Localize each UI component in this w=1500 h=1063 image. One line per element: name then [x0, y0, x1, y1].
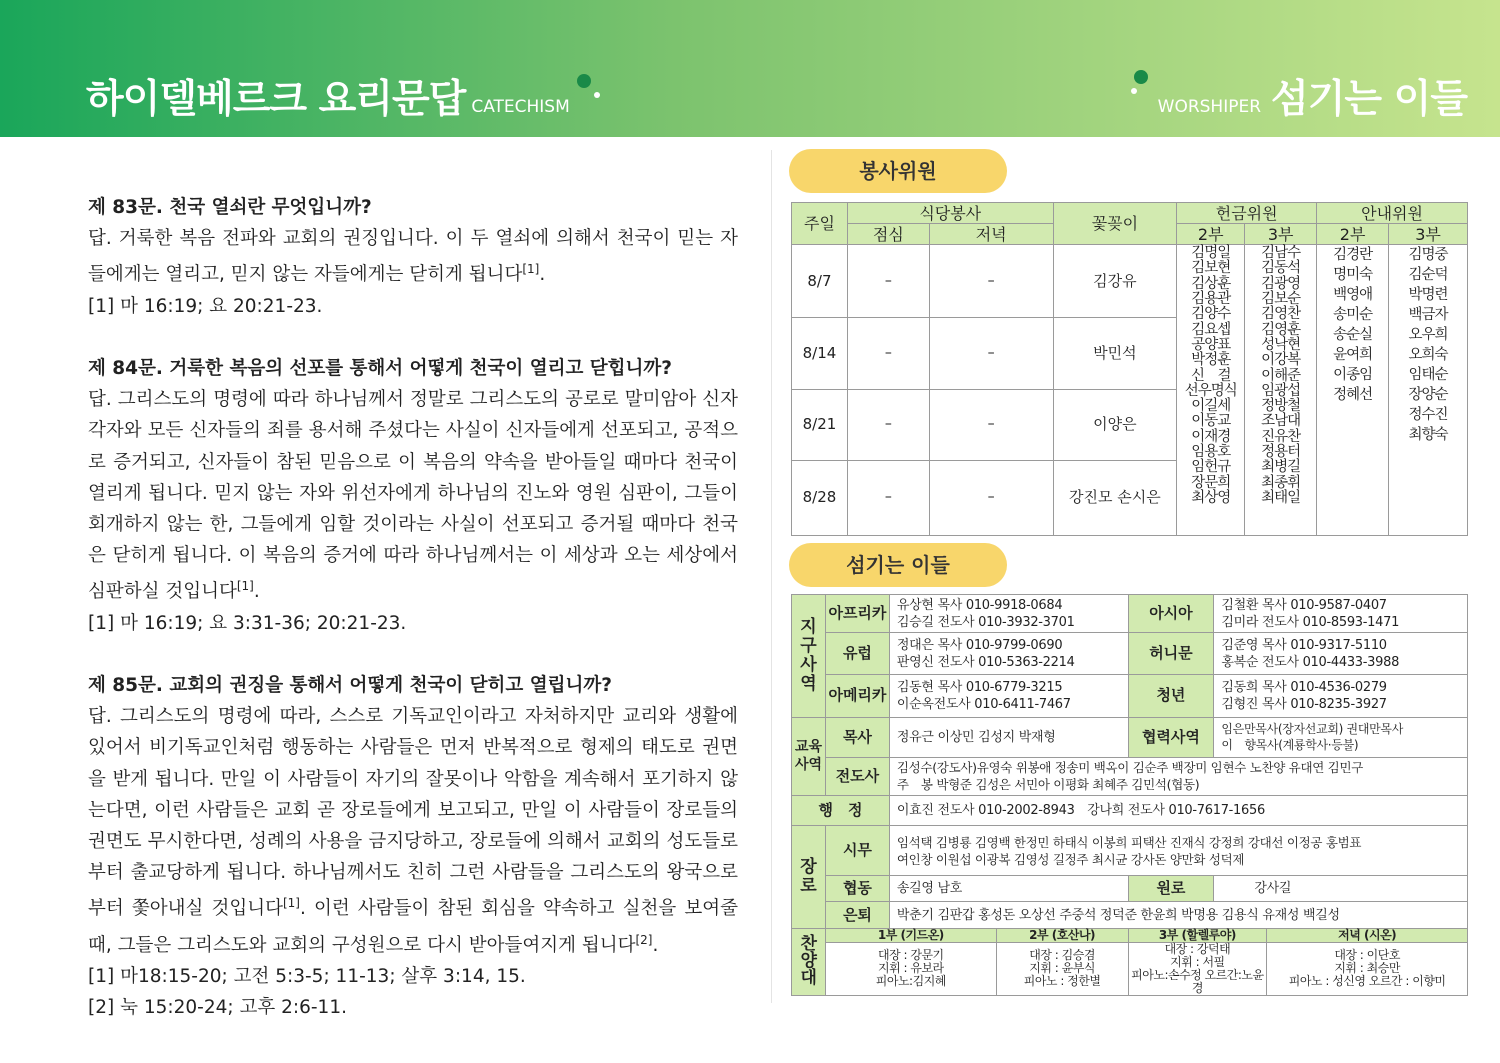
lunch-cell: –	[847, 245, 929, 318]
col-dinner-header: 저녁	[929, 224, 1053, 245]
himalaya-label: 허니문	[1128, 633, 1214, 675]
usher-3bu-names: 김명중 김순덕 박명련 백금자 오우희 오희숙 임태순 장양순 정수진 최향숙	[1389, 245, 1468, 536]
asia-label: 아시아	[1128, 595, 1214, 633]
choir-3-name: 3부 (할렐루야)	[1128, 928, 1267, 942]
dinner-cell: –	[929, 318, 1053, 389]
reference-84: [1] 마 16:19; 요 3:31-36; 20:21-23.	[88, 612, 407, 634]
date-cell: 8/21	[792, 389, 848, 460]
america-contacts: 김동현 목사 010-6779-3215 이순옥전도사 010-6411-7467	[889, 675, 1128, 717]
col-offering-2bu-header: 2부	[1177, 224, 1245, 245]
catechism-body	[88, 192, 738, 1024]
choir-label: 찬양대	[792, 928, 826, 995]
reference-83: [1] 마 16:19; 요 20:21-23.	[88, 295, 323, 317]
lunch-cell: –	[847, 460, 929, 535]
volunteer-table	[791, 202, 1468, 536]
worshiper-title: WORSHIPER 섬기는 이들	[1157, 77, 1467, 122]
dinner-cell: –	[929, 389, 1053, 460]
servants-title: 섬기는 이들	[789, 543, 1007, 587]
flower-cell: 박민석	[1053, 318, 1177, 389]
reference-85-1: [1] 마18:15-20; 고전 5:3-5; 11-13; 살후 3:14, 15.	[88, 966, 526, 988]
europe-label: 유럽	[825, 633, 889, 675]
choir-4-name: 저녁 (시온)	[1267, 928, 1468, 942]
active-elder-label: 시무	[825, 826, 889, 876]
pastor-names: 정유근 이상민 김성지 박재형	[889, 717, 1128, 757]
europe-contacts: 정대은 목사 010-9799-0690 판영신 전도사 010-5363-2214	[889, 633, 1128, 675]
flower-cell: 이양은	[1053, 389, 1177, 460]
africa-contacts: 유상현 목사 010-9918-0684 김승길 전도사 010-3932-3701	[889, 595, 1128, 633]
choir-3-members: 대장 : 강덕태 지휘 : 서필 피아노:손수정 오르간:노윤경	[1128, 942, 1267, 995]
servants-table	[791, 594, 1468, 996]
col-usher-2bu-header: 2부	[1317, 224, 1389, 245]
catechism-subtitle: CATECHISM	[471, 97, 570, 117]
date-cell: 8/14	[792, 318, 848, 389]
retired-elder-label: 은퇴	[825, 902, 889, 928]
offering-2bu-names: 김명일 김보현 김상훈 김용관 김양수 김요셉 공양표 박정훈 신 걸 선우명식 이길세 이동교 이재경 임용호 임헌규 장문희 최상영	[1177, 245, 1245, 536]
coop-names: 임은만목사(장자선교회) 권대만목사 이 향목사(계룡학사·등불)	[1214, 717, 1468, 757]
col-date-header: 주일	[792, 203, 848, 245]
youth-label: 청년	[1128, 675, 1214, 717]
choir-4-members: 대장 : 이단호 지휘 : 최승만 피아노 : 성신영 오르간 : 이향미	[1267, 942, 1468, 995]
assoc-elder-label: 협동	[825, 876, 889, 902]
volunteer-title: 봉사위원	[789, 149, 1007, 193]
lunch-cell: –	[847, 389, 929, 460]
table-row	[792, 245, 1468, 318]
choir-1-name: 1부 (기드온)	[825, 928, 996, 942]
col-usher-3bu-header: 3부	[1389, 224, 1468, 245]
answer-83: 답. 거룩한 복음 전파와 교회의 권징입니다. 이 두 열쇠에 의해서 천국이 믿는 자들에게는 열리고, 믿지 않는 자들에게는 닫히게 됩니다[1].	[88, 228, 738, 286]
offering-3bu-names: 김남수 김동석 김광영 김보순 김영찬 김영훈 성낙현 이강복 이해준 임광섭 정방철 조남대 진유찬 정용터 최병길 최종휘 최태일	[1245, 245, 1317, 536]
date-cell: 8/28	[792, 460, 848, 535]
question-83: 제 83문. 천국 열쇠란 무엇입니까?	[88, 197, 372, 218]
elder-label: 장로	[792, 826, 826, 929]
himalaya-contacts: 김준영 목사 010-9317-5110 홍복순 전도사 010-4433-3988	[1214, 633, 1468, 675]
col-offering-header: 헌금위원	[1177, 203, 1317, 224]
choir-2-members: 대장 : 김승겸 지휘 : 윤부식 피아노 : 정한별	[996, 942, 1128, 995]
choir-1-members: 대장 : 강문기 지휘 : 유보라 피아노:김지혜	[825, 942, 996, 995]
white-dot-icon	[594, 92, 600, 98]
dinner-cell: –	[929, 460, 1053, 535]
africa-label: 아프리카	[825, 595, 889, 633]
col-lunch-header: 점심	[847, 224, 929, 245]
active-elder-names: 임석택 김병룡 김영백 한정민 하태식 이봉희 피택산 진재식 강정희 강대선 이정공 홍범표 여인창 이원섭 이광복 김영성 길정주 최시균 강사돈 양만화 성덕제	[889, 826, 1467, 876]
usher-2bu-names: 김경란 명미숙 백영애 송미순 송순실 윤여희 이종임 정혜선	[1317, 245, 1389, 536]
catechism-title: 하이델베르크 요리문답 CATECHISM	[86, 77, 570, 122]
column-divider	[771, 150, 772, 1003]
green-dot-icon	[1134, 70, 1148, 84]
coop-label: 협력사역	[1128, 717, 1214, 757]
emeritus-label: 원로	[1128, 876, 1214, 902]
retired-elder-names: 박춘기 김판갑 홍성돈 오상선 주중석 정덕준 한윤희 박명용 김용식 유재성 백길성	[889, 902, 1467, 928]
col-offering-3bu-header: 3부	[1245, 224, 1317, 245]
page-header	[0, 0, 1500, 137]
worshiper-subtitle: WORSHIPER	[1157, 97, 1262, 117]
flower-cell: 강진모 손시은	[1053, 460, 1177, 535]
education-label: 교육사역	[792, 717, 826, 795]
answer-84: 답. 그리스도의 명령에 따라 하나님께서 정말로 그리스도의 공로로 말미암아 신자 각자와 모든 신자들의 죄를 용서해 주셨다는 사실이 신자들에게 선포되고, 공적으로 증거되고, 신자들이 참된 믿음으로 이 복음의 약속을 받아들일 때마다 천국이 열리게 됩니다. 믿지 않는 자와 위선자에게 하나님의 진노와 영원 심판이, 그들이 회개하지 않는 한, 그들에게 임할 것이라는 사실이 선포되고 증거될 때마다 천국은 닫히게 됩니다. 이 복음의 증거에 따라 하나님께서는 이 세상과 오는 세상에서 심판하실 것입니다[1].	[88, 389, 738, 603]
question-84: 제 84문. 거룩한 복음의 선포를 통해서 어떻게 천국이 열리고 닫힙니까?	[88, 357, 672, 379]
youth-contacts: 김동희 목사 010-4536-0279 김형진 목사 010-8235-3927	[1214, 675, 1468, 717]
col-meal-header: 식당봉사	[847, 203, 1053, 224]
emeritus-names: 강사길	[1214, 876, 1468, 902]
green-dot-icon	[577, 74, 591, 88]
admin-label: 행 정	[792, 795, 890, 825]
asia-contacts: 김철환 목사 010-9587-0407 김미라 전도사 010-8593-1471	[1214, 595, 1468, 633]
america-label: 아메리카	[825, 675, 889, 717]
choir-2-name: 2부 (호산나)	[996, 928, 1128, 942]
col-usher-header: 안내위원	[1317, 203, 1468, 224]
answer-85: 답. 그리스도의 명령에 따라, 스스로 기독교인이라고 자처하지만 교리와 생활에 있어서 비기독교인처럼 행동하는 사람들은 먼저 반복적으로 형제의 태도로 권면을 받게 됩니다. 만일 이 사람들이 자기의 잘못이나 악함을 계속해서 포기하지 않는다면, 이런 사람들은 교회 곧 장로들에게 보고되고, 만일 이 사람들이 장로들의 권면도 무시한다면, 성례의 사용을 금지당하고, 장로들에 의해서 교회의 성도들로부터 출교당하게 됩니다. 하나님께서도 친히 그런 사람들을 그리스도의 왕국으로부터 쫓아내실 것입니다[1]. 이런 사람들이 참된 회심을 약속하고 실천을 보여줄 때, 그들은 그리스도와 교회의 구성원으로 다시 받아들여지게 됩니다[2].	[88, 706, 738, 956]
col-flower-header: 꽃꽂이	[1053, 203, 1177, 245]
lunch-cell: –	[847, 318, 929, 389]
mission-label: 지구사역	[792, 595, 826, 718]
evangelist-names: 김성수(강도사)유영숙 위봉애 정송미 백옥이 김순주 백장미 임현수 노찬양 유대연 김민구 주 봉 박형준 김성은 서민아 이평화 최혜주 김민석(협동)	[889, 757, 1467, 795]
date-cell: 8/7	[792, 245, 848, 318]
dinner-cell: –	[929, 245, 1053, 318]
assoc-elder-names: 송길영 남호	[889, 876, 1128, 902]
pastor-label: 목사	[825, 717, 889, 757]
admin-contacts: 이효진 전도사 010-2002-8943 강나희 전도사 010-7617-1656	[889, 795, 1467, 825]
white-dot-icon	[1131, 88, 1137, 94]
evangelist-label: 전도사	[825, 757, 889, 795]
question-85: 제 85문. 교회의 권징을 통해서 어떻게 천국이 닫히고 열립니까?	[88, 674, 612, 696]
reference-85-2: [2] 눅 15:20-24; 고후 2:6-11.	[88, 997, 347, 1019]
flower-cell: 김강유	[1053, 245, 1177, 318]
